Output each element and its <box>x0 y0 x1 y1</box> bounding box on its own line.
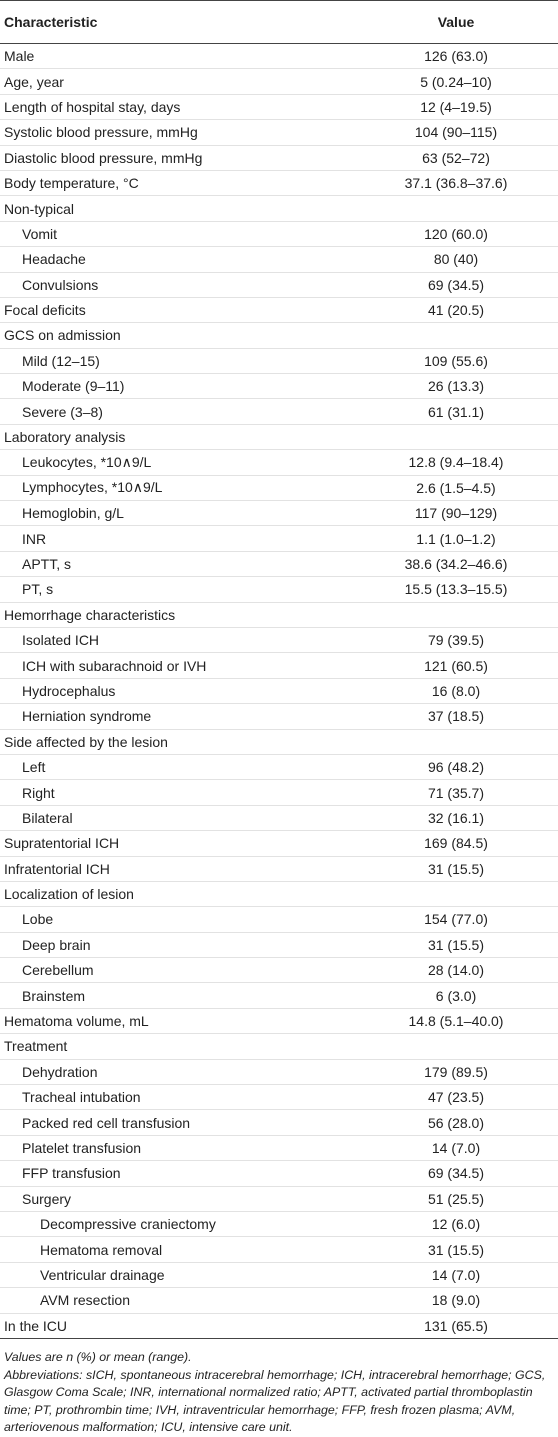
row-value: 5 (0.24–10) <box>354 69 558 94</box>
row-label: Age, year <box>0 69 354 94</box>
row-value: 31 (15.5) <box>354 856 558 881</box>
table-row <box>0 1237 558 1262</box>
row-value: 18 (9.0) <box>354 1288 558 1313</box>
table-footnotes <box>0 1339 558 1437</box>
table-row <box>0 501 558 526</box>
table-row <box>0 221 558 246</box>
row-value: 14 (7.0) <box>354 1135 558 1160</box>
row-label: Hematoma removal <box>0 1237 354 1262</box>
row-label: Lymphocytes, *10∧9/L <box>0 475 354 500</box>
row-label: Hydrocephalus <box>0 678 354 703</box>
table-row <box>0 94 558 119</box>
row-label: Hemorrhage characteristics <box>0 602 354 627</box>
row-label: APTT, s <box>0 551 354 576</box>
table-row <box>0 856 558 881</box>
row-label: Non-typical <box>0 196 354 221</box>
row-label: Headache <box>0 247 354 272</box>
table-row <box>0 729 558 754</box>
table-row <box>0 145 558 170</box>
row-value: 56 (28.0) <box>354 1110 558 1135</box>
row-value: 51 (25.5) <box>354 1186 558 1211</box>
table-row <box>0 805 558 830</box>
row-label: Right <box>0 780 354 805</box>
table-row <box>0 69 558 94</box>
row-value: 120 (60.0) <box>354 221 558 246</box>
row-label: FFP transfusion <box>0 1161 354 1186</box>
row-value: 2.6 (1.5–4.5) <box>354 475 558 500</box>
row-label: Body temperature, °C <box>0 170 354 195</box>
values-note: Values are n (%) or mean (range). <box>4 1349 192 1364</box>
row-value: 12.8 (9.4–18.4) <box>354 450 558 475</box>
table-row <box>0 958 558 983</box>
row-label: Bilateral <box>0 805 354 830</box>
row-label: INR <box>0 526 354 551</box>
row-label: Surgery <box>0 1186 354 1211</box>
row-value: 12 (6.0) <box>354 1211 558 1236</box>
table-row <box>0 881 558 906</box>
row-label: Moderate (9–11) <box>0 374 354 399</box>
table-row <box>0 424 558 449</box>
row-label: Cerebellum <box>0 958 354 983</box>
table-row <box>0 170 558 195</box>
row-label: Systolic blood pressure, mmHg <box>0 120 354 145</box>
row-label: GCS on admission <box>0 323 354 348</box>
table-row <box>0 602 558 627</box>
row-label: Ventricular drainage <box>0 1262 354 1287</box>
table-row <box>0 1135 558 1160</box>
row-label: Herniation syndrome <box>0 704 354 729</box>
table-row <box>0 907 558 932</box>
row-value: 28 (14.0) <box>354 958 558 983</box>
row-value: 154 (77.0) <box>354 907 558 932</box>
row-label: Tracheal intubation <box>0 1085 354 1110</box>
row-label: Packed red cell transfusion <box>0 1110 354 1135</box>
table-row <box>0 1008 558 1033</box>
row-label: Focal deficits <box>0 297 354 322</box>
row-value: 47 (23.5) <box>354 1085 558 1110</box>
row-value <box>354 602 558 627</box>
row-value: 96 (48.2) <box>354 754 558 779</box>
table-body <box>0 44 558 1339</box>
table-row <box>0 120 558 145</box>
row-label: PT, s <box>0 577 354 602</box>
row-label: Laboratory analysis <box>0 424 354 449</box>
table-row <box>0 1262 558 1287</box>
row-label: Mild (12–15) <box>0 348 354 373</box>
table-row <box>0 247 558 272</box>
table-row <box>0 475 558 500</box>
row-value: 14.8 (5.1–40.0) <box>354 1008 558 1033</box>
row-value: 117 (90–129) <box>354 501 558 526</box>
table-row <box>0 831 558 856</box>
row-value: 104 (90–115) <box>354 120 558 145</box>
row-value <box>354 729 558 754</box>
row-value: 37 (18.5) <box>354 704 558 729</box>
header-characteristic: Characteristic <box>0 1 354 44</box>
row-label: Hematoma volume, mL <box>0 1008 354 1033</box>
row-value: 12 (4–19.5) <box>354 94 558 119</box>
row-label: Male <box>0 44 354 69</box>
row-label: In the ICU <box>0 1313 354 1338</box>
table-row <box>0 1110 558 1135</box>
row-label: Isolated ICH <box>0 627 354 652</box>
table-row <box>0 1059 558 1084</box>
row-value <box>354 424 558 449</box>
row-value: 61 (31.1) <box>354 399 558 424</box>
table-row <box>0 678 558 703</box>
table-row <box>0 526 558 551</box>
row-value: 69 (34.5) <box>354 1161 558 1186</box>
table-row <box>0 932 558 957</box>
row-value <box>354 196 558 221</box>
table-row <box>0 780 558 805</box>
row-value <box>354 1034 558 1059</box>
row-value: 126 (63.0) <box>354 44 558 69</box>
table-row <box>0 272 558 297</box>
row-label: Hemoglobin, g/L <box>0 501 354 526</box>
abbreviations-note: Abbreviations: sICH, spontaneous intracerebral hemorrhage; ICH, intracerebral hemorrhage; GCS, Glasgow Coma Scale; INR, international normalized ratio; APTT, activated partial thromboplastin time; PT, prothrombin time; IVH, intraventricular hemorrhage; FFP, fresh frozen plasma; AVM, arteriovenous malformation; ICU, intensive care unit. <box>4 1367 546 1435</box>
table-row <box>0 1085 558 1110</box>
row-label: Left <box>0 754 354 779</box>
row-value: 179 (89.5) <box>354 1059 558 1084</box>
row-label: Supratentorial ICH <box>0 831 354 856</box>
row-value: 109 (55.6) <box>354 348 558 373</box>
table-row <box>0 653 558 678</box>
row-value: 41 (20.5) <box>354 297 558 322</box>
header-value: Value <box>354 1 558 44</box>
row-label: Side affected by the lesion <box>0 729 354 754</box>
row-label: Platelet transfusion <box>0 1135 354 1160</box>
row-value: 32 (16.1) <box>354 805 558 830</box>
table-row <box>0 399 558 424</box>
table-row <box>0 1186 558 1211</box>
row-value <box>354 881 558 906</box>
row-value: 63 (52–72) <box>354 145 558 170</box>
row-label: Length of hospital stay, days <box>0 94 354 119</box>
row-value: 37.1 (36.8–37.6) <box>354 170 558 195</box>
table-row <box>0 983 558 1008</box>
row-value: 69 (34.5) <box>354 272 558 297</box>
table-row <box>0 551 558 576</box>
table-row <box>0 704 558 729</box>
row-value: 31 (15.5) <box>354 1237 558 1262</box>
row-value: 38.6 (34.2–46.6) <box>354 551 558 576</box>
row-label: Decompressive craniectomy <box>0 1211 354 1236</box>
table-row <box>0 577 558 602</box>
row-value: 6 (3.0) <box>354 983 558 1008</box>
table-header-row <box>0 1 558 44</box>
row-value: 71 (35.7) <box>354 780 558 805</box>
row-value: 169 (84.5) <box>354 831 558 856</box>
table-row <box>0 323 558 348</box>
row-label: Treatment <box>0 1034 354 1059</box>
row-label: Severe (3–8) <box>0 399 354 424</box>
row-label: Brainstem <box>0 983 354 1008</box>
row-label: Deep brain <box>0 932 354 957</box>
row-value: 79 (39.5) <box>354 627 558 652</box>
table-row <box>0 348 558 373</box>
row-value: 14 (7.0) <box>354 1262 558 1287</box>
table-row <box>0 297 558 322</box>
row-label: AVM resection <box>0 1288 354 1313</box>
row-label: Diastolic blood pressure, mmHg <box>0 145 354 170</box>
row-label: Dehydration <box>0 1059 354 1084</box>
row-label: Infratentorial ICH <box>0 856 354 881</box>
row-value: 131 (65.5) <box>354 1313 558 1338</box>
row-value: 121 (60.5) <box>354 653 558 678</box>
row-value <box>354 323 558 348</box>
table-row <box>0 1161 558 1186</box>
table-row <box>0 196 558 221</box>
table-row <box>0 44 558 69</box>
row-label: ICH with subarachnoid or IVH <box>0 653 354 678</box>
row-label: Lobe <box>0 907 354 932</box>
row-label: Leukocytes, *10∧9/L <box>0 450 354 475</box>
row-value: 15.5 (13.3–15.5) <box>354 577 558 602</box>
table-row <box>0 374 558 399</box>
table-row <box>0 627 558 652</box>
row-value: 26 (13.3) <box>354 374 558 399</box>
row-label: Localization of lesion <box>0 881 354 906</box>
table-row <box>0 1288 558 1313</box>
table-row <box>0 1034 558 1059</box>
row-value: 1.1 (1.0–1.2) <box>354 526 558 551</box>
row-value: 16 (8.0) <box>354 678 558 703</box>
table-row <box>0 754 558 779</box>
row-value: 31 (15.5) <box>354 932 558 957</box>
row-label: Convulsions <box>0 272 354 297</box>
table-row <box>0 450 558 475</box>
table-row <box>0 1313 558 1338</box>
row-label: Vomit <box>0 221 354 246</box>
table-row <box>0 1211 558 1236</box>
row-value: 80 (40) <box>354 247 558 272</box>
